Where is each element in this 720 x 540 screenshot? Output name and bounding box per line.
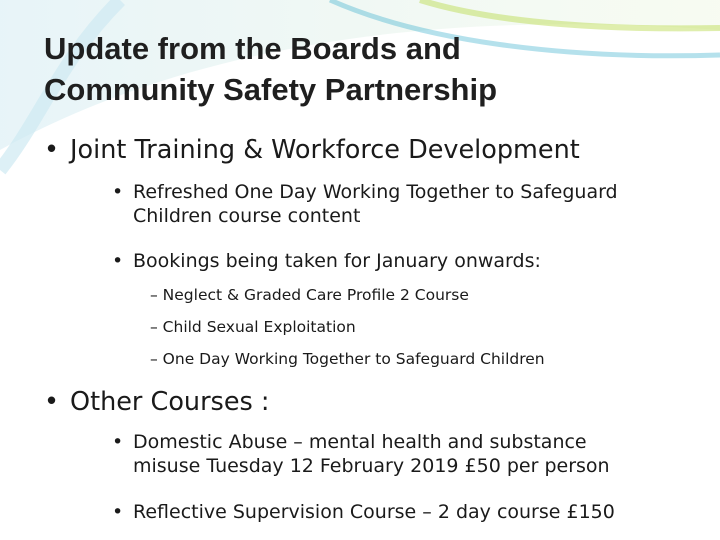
bullet-other-courses xyxy=(44,386,270,418)
bullet-dot: • xyxy=(112,250,124,272)
bullet-text-line: Refreshed One Day Working Together to Safeguard xyxy=(133,181,618,203)
bullet-text-line: Children course content xyxy=(133,205,361,227)
bullet-text-line: misuse Tuesday 12 February 2019 £50 per person xyxy=(133,455,610,477)
bullet-dot: • xyxy=(112,501,124,523)
title-line: Community Safety Partnership xyxy=(44,72,498,107)
title-line: Update from the Boards and xyxy=(44,31,461,66)
sub-bullet-domestic-abuse xyxy=(112,430,682,478)
sub-sub-item-neglect: – Neglect & Graded Care Profile 2 Course xyxy=(150,286,469,304)
sub-sub-item-cse: – Child Sexual Exploitation xyxy=(150,318,356,336)
slide-title xyxy=(44,28,684,110)
sub-bullet-bookings xyxy=(112,249,682,273)
bullet-label: Other Courses : xyxy=(70,387,270,417)
sub-bullet-reflective-supervision xyxy=(112,500,682,524)
bullet-dot: • xyxy=(112,181,124,203)
sub-bullet-refreshed-course xyxy=(112,180,682,228)
sub-sub-item-one-day: – One Day Working Together to Safeguard Children xyxy=(150,350,545,368)
bullet-text-line: Bookings being taken for January onwards: xyxy=(133,250,541,272)
bullet-dot: • xyxy=(44,135,60,165)
bullet-dot: • xyxy=(112,431,124,453)
bullet-joint-training xyxy=(44,134,580,166)
bullet-dot: • xyxy=(44,387,60,417)
bullet-text-line: Reflective Supervision Course – 2 day course £150 xyxy=(133,501,615,523)
bullet-text-line: Domestic Abuse – mental health and substance xyxy=(133,431,587,453)
bullet-label: Joint Training & Workforce Development xyxy=(70,135,580,165)
